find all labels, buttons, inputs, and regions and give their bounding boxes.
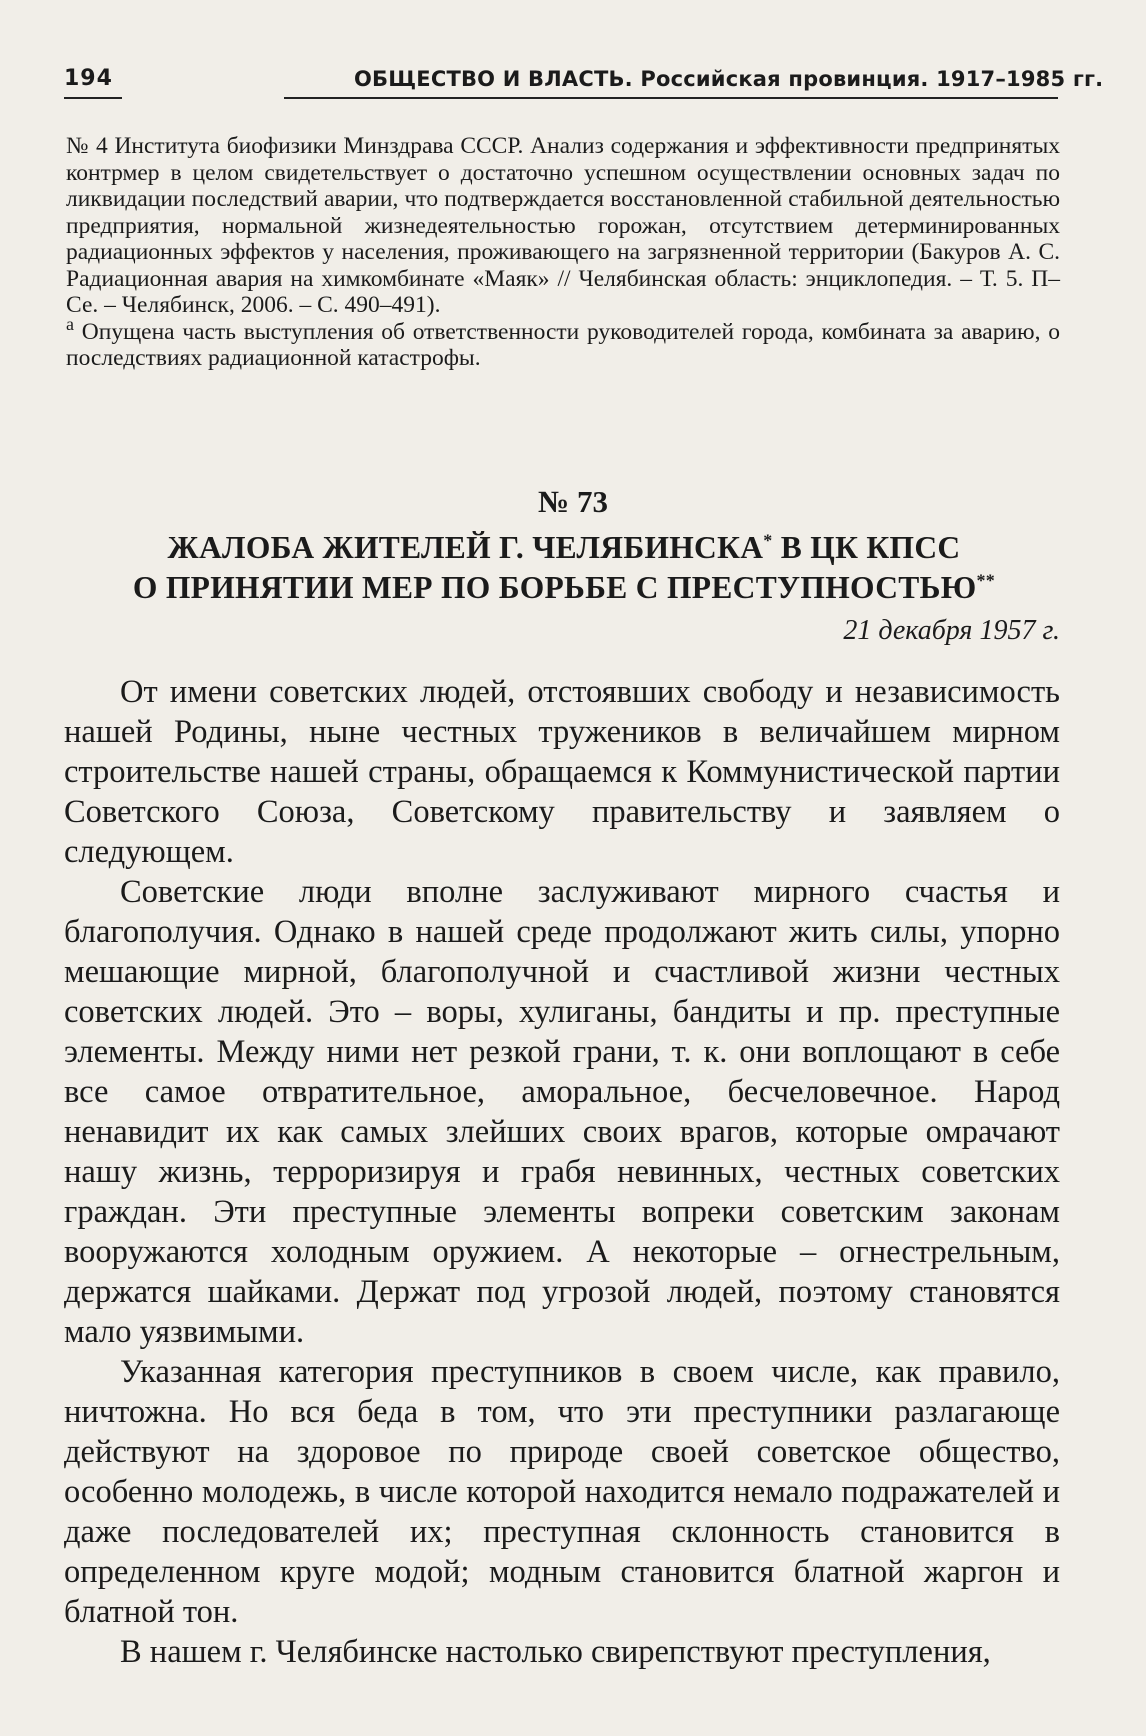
running-title-underline [284,97,1058,99]
footnote-a-text: Опущена часть выступления об ответственности руководителей города, комбината за аварию, о последствиях радиационной катастрофы. [66,318,1060,371]
body-paragraph: В нашем г. Челябинске настолько свирепствуют преступления, [120,1634,991,1670]
document-title-line-1-text: ЖАЛОБА ЖИТЕЛЕЙ Г. ЧЕЛЯБИНСКА [167,530,764,565]
footnote-a-marker: а [66,313,74,334]
document-title-line-1 [64,528,1064,568]
title-footnote-mark-2: ** [976,570,996,591]
document-number: № 73 [538,484,608,519]
body-paragraph: Указанная категория преступников в своем числе, как правило, ничтожна. Но вся беда в том, что эти преступники разлагающе действуют на здоровое по природе своей советское общество, особенно молодежь, в числе которой находится немало подражателей и даже последователей их; преступная склонность становится в определенном круге модой; модным становится блатной жаргон и блатной тон. [64,1354,1060,1630]
body-paragraph: От имени советских людей, отстоявших свободу и независимость нашей Родины, ныне честных тружеников в величайшем мирном строительстве нашей страны, обращаемся к Коммунистической партии Советского Союза, Советскому правительству и заявляем о следующем. [64,674,1060,870]
page-number-underline [64,97,122,99]
running-title: ОБЩЕСТВО И ВЛАСТЬ. Российская провинция. 1917–1985 гг. [354,67,1104,91]
document-title-line-1-end: В ЦК КПСС [772,530,961,565]
document-title [64,528,1064,608]
page-header [64,66,1104,102]
document-title-line-2-text: О ПРИНЯТИИ МЕР ПО БОРЬБЕ С ПРЕСТУПНОСТЬЮ [132,570,977,605]
document-title-line-2 [64,568,1064,608]
footnote-continuation: № 4 Института биофизики Минздрава СССР. Анализ содержания и эффективности предпринятых контрмер в целом свидетельствует о достаточно успешном осуществлении основных задач по ликвидации последствий аварии, что подтверждается восстановленной стабильной деятельностью предприятия, нормальной жизнедеятельностью горожан, отсутствием детерминированных радиационных эффектов у населения, проживающего на загрязненной территории (Бакуров А. С. Радиационная авария на химкомбинате «Маяк» // Челябинская область: энциклопедия. – Т. 5. П–Се. – Челябинск, 2006. – С. 490–491). [66,133,1060,318]
footnote-a [66,313,1060,372]
body-paragraph: Советские люди вполне заслуживают мирного счастья и благополучия. Однако в нашей среде продолжают жить силы, упорно мешающие мирной, благополучной и счастливой жизни честных советских людей. Это – воры, хулиганы, бандиты и пр. преступные элементы. Между ними нет резкой грани, т. к. они воплощают в себе все самое отвратительное, аморальное, бесчеловечное. Народ ненавидит их как самых злейших своих врагов, которые омрачают нашу жизнь, терроризируя и грабя невинных, честных советских граждан. Эти преступные элементы вопреки советским законам вооружаются холодным оружием. А некоторые – огнестрельным, держатся шайками. Держат под угрозой людей, поэтому становятся мало уязвимыми. [64,874,1060,1350]
title-footnote-mark-1: * [763,530,773,551]
document-body [64,672,1060,1672]
page-number: 194 [64,66,113,91]
footnotes [66,133,1060,372]
document-date: 21 декабря 1957 г. [843,615,1060,646]
